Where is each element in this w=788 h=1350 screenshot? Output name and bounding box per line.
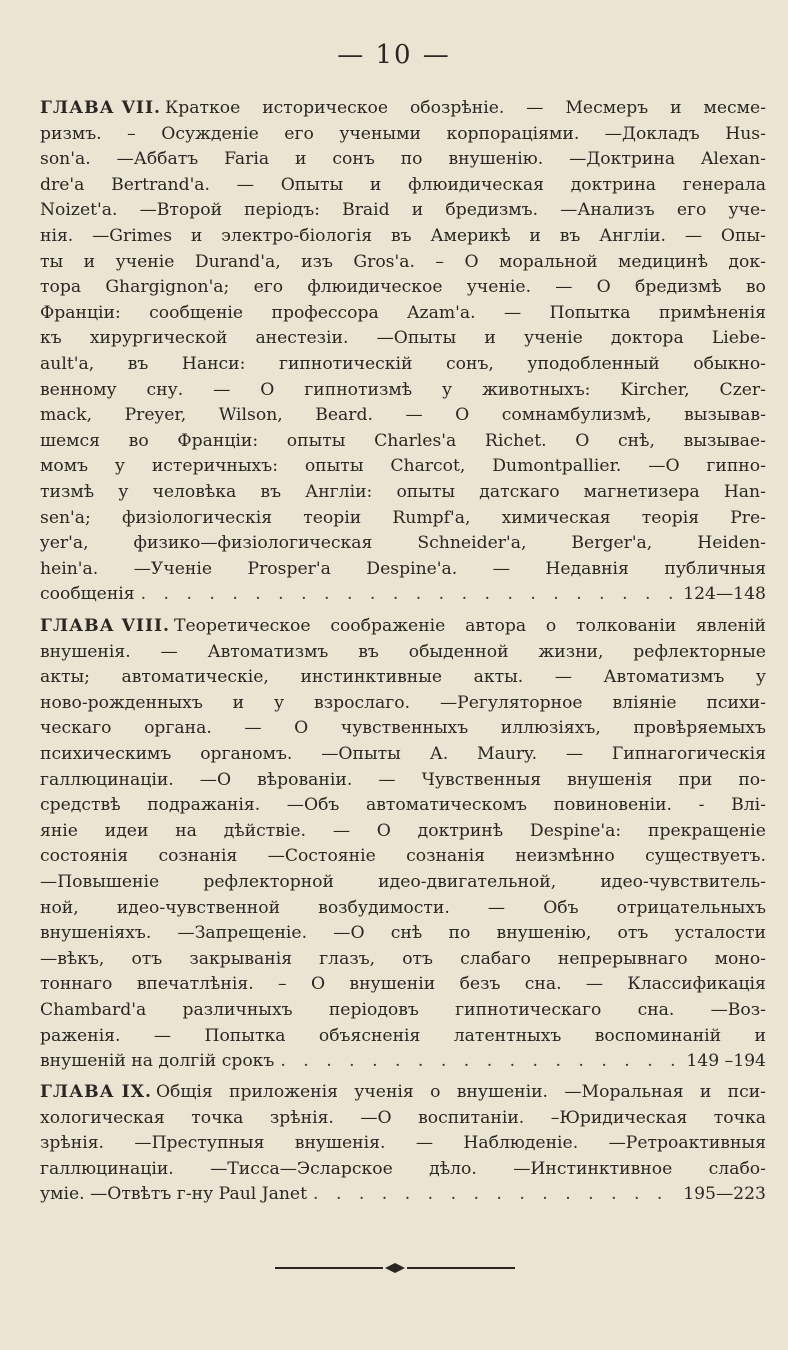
line-text: состоянія сознанія —Состояніе сознанія неизмѣнно существуетъ. — [40, 846, 766, 867]
toc-line — [40, 742, 766, 768]
toc-line — [40, 1106, 766, 1132]
toc-line — [40, 224, 766, 250]
line-text: тоннаго впечатлѣнія. – О внушеніи безъ сна. — Классификація — [40, 974, 766, 995]
toc-line — [40, 96, 766, 122]
toc-line — [40, 640, 766, 666]
line-text: яніе идеи на дѣйствіе. — О доктринѣ Despine'a: прекращеніе — [40, 820, 766, 841]
toc-line — [40, 870, 766, 896]
toc-line — [40, 921, 766, 947]
toc-line — [40, 198, 766, 224]
toc-line — [40, 557, 766, 583]
line-text: тизмѣ у человѣка въ Англіи: опыты датскаго магнетизера Han- — [40, 481, 766, 502]
page-number: — 10 — — [337, 40, 451, 70]
chapter-label: ГЛАВА VII. — [40, 98, 161, 118]
line-text: yer'a, физико—физіологическая Schneider'a, Berger'a, Heiden- — [40, 533, 766, 554]
toc-last-line — [40, 582, 766, 608]
page-range: 124—148 — [683, 584, 766, 605]
line-text: ты и ученіе Durand'a, изъ Gros'a. – О моральной медицинѣ док- — [40, 251, 766, 272]
line-text: sen'a; физіологическія теоріи Rumpf'a, химическая теорія Pre- — [40, 507, 766, 528]
toc-line — [40, 998, 766, 1024]
line-text: ново-рожденныхъ и у взрослаго. —Регуляторное вліяніе психи- — [40, 692, 766, 713]
line-text: внушеніяхъ. —Запрещеніе. —О снѣ по внушенію, отъ усталости — [40, 923, 766, 944]
line-text: ной, идео-чувственной возбудимости. — Объ отрицательныхъ — [40, 897, 766, 918]
toc-line — [40, 793, 766, 819]
toc-line — [40, 250, 766, 276]
chapter-7-entry — [40, 96, 766, 608]
toc-line — [40, 896, 766, 922]
line-text: ризмъ. – Осужденіе его учеными корпораціями. —Докладъ Hus- — [40, 123, 766, 144]
line-text: шемся во Франціи: опыты Charles'a Richet. О снѣ, вызывае- — [40, 430, 766, 451]
line-text: mack, Preyer, Wilson, Beard. — О сомнамбулизмѣ, вызывав- — [40, 405, 766, 426]
line-text: son'a. —Аббатъ Faria и сонъ по внушенію. —Доктрина Alexan- — [40, 149, 766, 170]
line-text: Франціи: сообщеніе профессора Azam'a. — Попытка примѣненія — [40, 302, 766, 323]
toc-line — [40, 1131, 766, 1157]
dot-leader — [313, 1182, 677, 1208]
chapter-9-entry — [40, 1080, 766, 1208]
line-text: внушенія. — Автоматизмъ въ обыденной жизни, рефлекторные — [40, 641, 766, 662]
toc-line — [40, 506, 766, 532]
line-text: ческаго органа. — О чувственныхъ иллюзіяхъ, провѣряемыхъ — [40, 718, 766, 739]
toc-last-line — [40, 1049, 766, 1075]
line-text: къ хирургической анестезіи. —Опыты и ученіе доктора Liebe- — [40, 328, 766, 349]
toc-line — [40, 403, 766, 429]
line-text: момъ у истеричныхъ: опыты Charcot, Dumontpallier. —О гипно- — [40, 456, 766, 477]
toc-line — [40, 531, 766, 557]
line-text: —Повышеніе рефлекторной идео-двигательной, идео-чувствитель- — [40, 871, 766, 892]
line-text: уміе. —Отвѣтъ г-ну Paul Janet — [40, 1184, 308, 1205]
line-text: галлюцинаціи. —О вѣрованіи. — Чувственныя внушенія при по- — [40, 769, 766, 790]
toc-line — [40, 352, 766, 378]
page-range: 195—223 — [683, 1184, 766, 1205]
line-text: Noizet'a. —Второй періодъ: Braid и бредизмъ. —Анализъ его уче- — [40, 200, 766, 221]
toc-line — [40, 1080, 766, 1106]
line-text: психическимъ органомъ. —Опыты А. Maury. — Гипнагогическія — [40, 743, 766, 764]
line-text: нія. —Grimes и электро-біологія въ Америкѣ и въ Англіи. — Опы- — [40, 225, 766, 246]
dot-leader — [280, 1049, 680, 1075]
chapter-label: ГЛАВА IX. — [40, 1082, 152, 1102]
line-text: галлюцинаціи. —Тисса—Эсларское дѣло. —Инстинктивное слабо- — [40, 1158, 766, 1179]
page-range: 149 –194 — [686, 1051, 766, 1072]
line-text: акты; автоматическіе, инстинктивные акты. — Автоматизмъ у — [40, 667, 766, 688]
line-text: венному сну. — О гипнотизмѣ у животныхъ: Kircher, Czer- — [40, 379, 766, 400]
toc-line — [40, 947, 766, 973]
line-text: —вѣкъ, отъ закрыванія глазъ, отъ слабаго непрерывнаго моно- — [40, 948, 766, 969]
toc-line — [40, 768, 766, 794]
toc-line — [40, 454, 766, 480]
line-text: раженія. — Попытка объясненія латентныхъ воспоминаній и — [40, 1025, 766, 1046]
toc-line — [40, 378, 766, 404]
chapter-8-entry — [40, 614, 766, 1075]
line-text: внушеній на долгій срокъ — [40, 1051, 275, 1072]
toc-line — [40, 1157, 766, 1183]
line-text: Chambard'a различныхъ періодовъ гипнотическаго сна. —Воз- — [40, 999, 766, 1020]
toc-line — [40, 819, 766, 845]
toc-line — [40, 122, 766, 148]
toc-line — [40, 665, 766, 691]
line-text: тора Ghargignon'a; его флюидическое ученіе. — О бредизмѣ во — [40, 277, 766, 298]
toc-line — [40, 275, 766, 301]
line-text: хологическая точка зрѣнія. —О воспитаніи. –Юридическая точка — [40, 1107, 766, 1128]
line-text: dre'a Bertrand'a. — Опыты и флюидическая доктрина генерала — [40, 174, 766, 195]
chapter-label: ГЛАВА VIII. — [40, 616, 171, 636]
toc-line — [40, 614, 766, 640]
toc-line — [40, 1024, 766, 1050]
toc-line — [40, 691, 766, 717]
toc-line — [40, 301, 766, 327]
toc-last-line — [40, 1182, 766, 1208]
toc-line — [40, 480, 766, 506]
toc-line — [40, 173, 766, 199]
dot-leader — [141, 582, 678, 608]
line-text: ault'a, въ Нанси: гипнотическій сонъ, уподобленный обыкно- — [40, 353, 766, 374]
toc-line — [40, 147, 766, 173]
line-text: Краткое историческое обозрѣніе. — Месмеръ и месме- — [164, 98, 766, 118]
toc-line — [40, 972, 766, 998]
toc-line — [40, 326, 766, 352]
line-text: Общія приложенія ученія о внушеніи. —Моральная и пси- — [155, 1082, 766, 1102]
toc-line — [40, 844, 766, 870]
toc-line — [40, 716, 766, 742]
line-text: Теоретическое соображеніе автора о толкованіи явленій — [174, 616, 766, 636]
toc-line — [40, 429, 766, 455]
line-text: сообщенія — [40, 584, 135, 605]
end-ornament — [275, 1258, 515, 1278]
line-text: средствѣ подражанія. —Объ автоматическомъ повиновеніи. - Влі- — [40, 795, 766, 816]
line-text: зрѣнія. —Преступныя внушенія. — Наблюденіе. —Ретроактивныя — [40, 1133, 766, 1154]
line-text: hein'a. —Ученіе Prosper'a Despine'a. — Недавнія публичныя — [40, 558, 766, 579]
